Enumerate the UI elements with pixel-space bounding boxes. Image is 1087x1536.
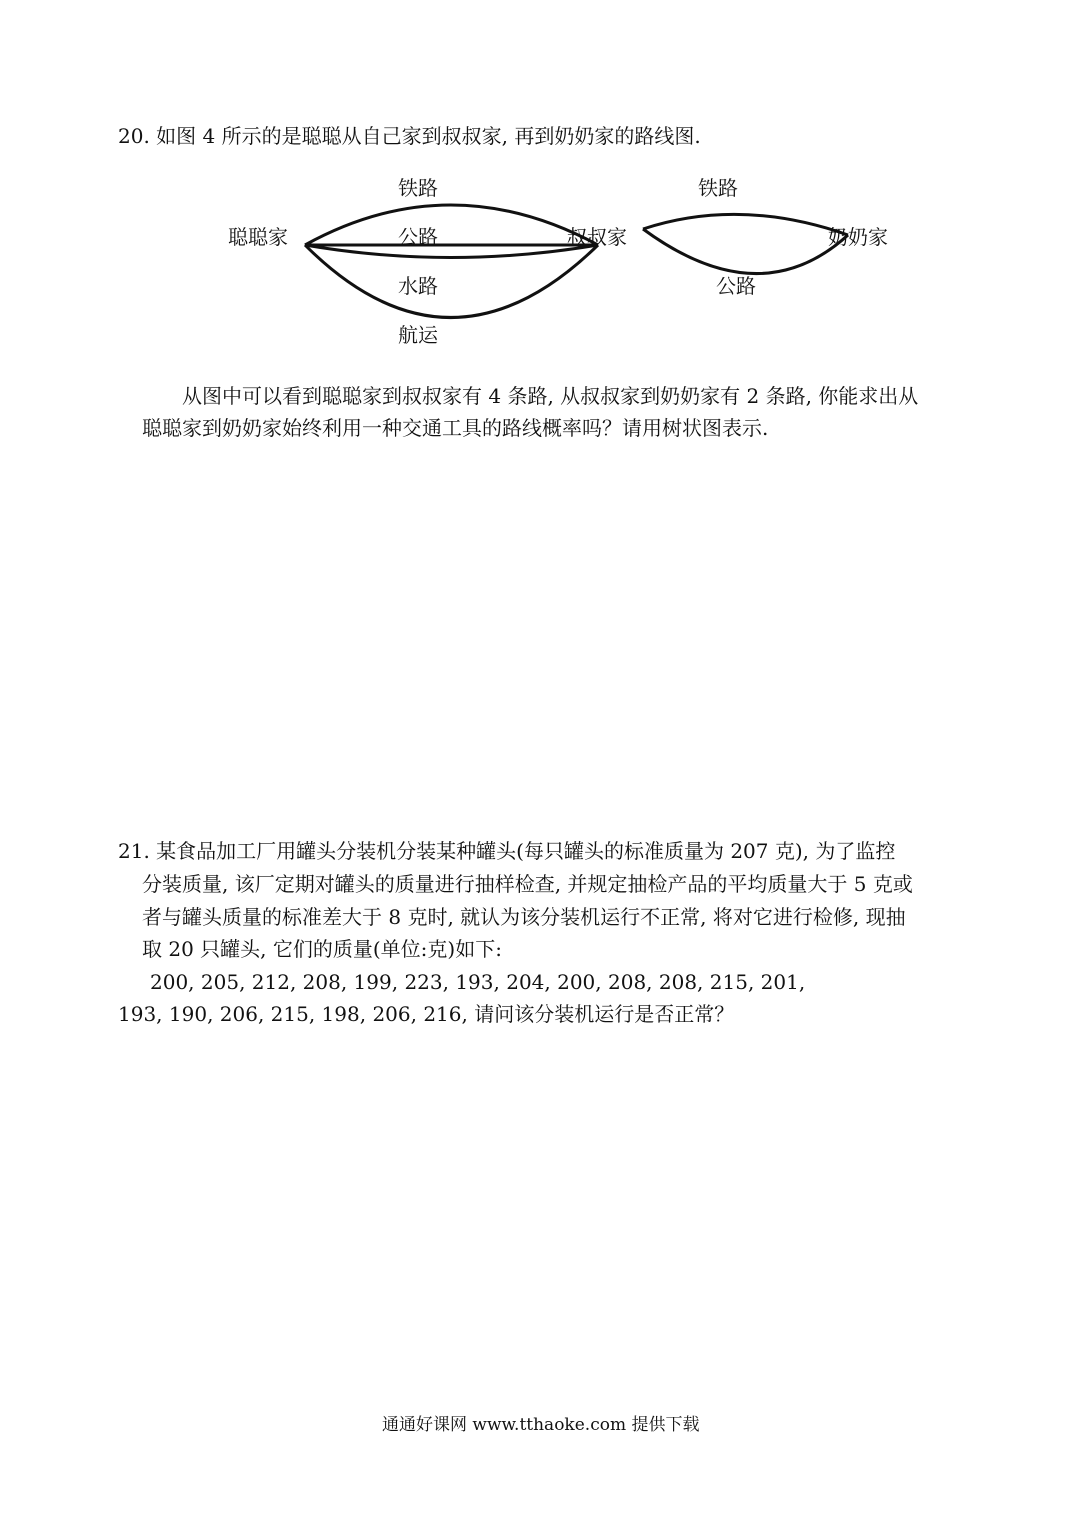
- route-ship-curve: [305, 245, 598, 318]
- route-road-2-curve: [643, 229, 848, 274]
- question-20-text-2: 聪聪家到奶奶家始终利用一种交通工具的路线概率吗？请用树状图表示.: [142, 416, 769, 440]
- label-uncle: 叔叔家: [567, 225, 627, 249]
- label-rail-2: 铁路: [698, 176, 738, 200]
- label-road-2: 公路: [716, 274, 756, 298]
- question-21-text-2: 分装质量, 该厂定期对罐头的质量进行抽样检查, 并规定抽检产品的平均质量大于 5 克或: [142, 872, 913, 896]
- question-21-text-1: 21. 某食品加工厂用罐头分装机分装某种罐头(每只罐头的标准质量为 207 克), 为了监控: [118, 839, 896, 863]
- label-grandma: 奶奶家: [828, 225, 888, 249]
- question-20-stem: 20. 如图 4 所示的是聪聪从自己家到叔叔家, 再到奶奶家的路线图.: [118, 124, 701, 148]
- route-water-curve: [305, 245, 598, 258]
- route-diagram: [0, 165, 1087, 365]
- label-road-1: 公路: [398, 225, 438, 249]
- route-rail-2-curve: [643, 214, 848, 235]
- page-footer: 通通好课网 www.tthaoke.com 提供下载: [382, 1415, 700, 1435]
- question-21-text-4: 取 20 只罐头, 它们的质量(单位:克)如下:: [142, 937, 502, 961]
- label-rail-1: 铁路: [398, 176, 438, 200]
- question-20-text-1: 从图中可以看到聪聪家到叔叔家有 4 条路, 从叔叔家到奶奶家有 2 条路, 你能求出从: [182, 384, 919, 408]
- question-21-text-3: 者与罐头质量的标准差大于 8 克时, 就认为该分装机运行不正常, 将对它进行检修, 现抽: [142, 905, 906, 929]
- question-21-data-2: 193, 190, 206, 215, 198, 206, 216, 请问该分装机运行是否正常？: [118, 1002, 735, 1026]
- route-rail-1-curve: [305, 205, 598, 245]
- label-home: 聪聪家: [228, 225, 288, 249]
- label-ship: 航运: [398, 323, 438, 347]
- label-water: 水路: [398, 274, 438, 298]
- question-21-data-1: 200, 205, 212, 208, 199, 223, 193, 204, 200, 208, 208, 215, 201,: [150, 970, 806, 994]
